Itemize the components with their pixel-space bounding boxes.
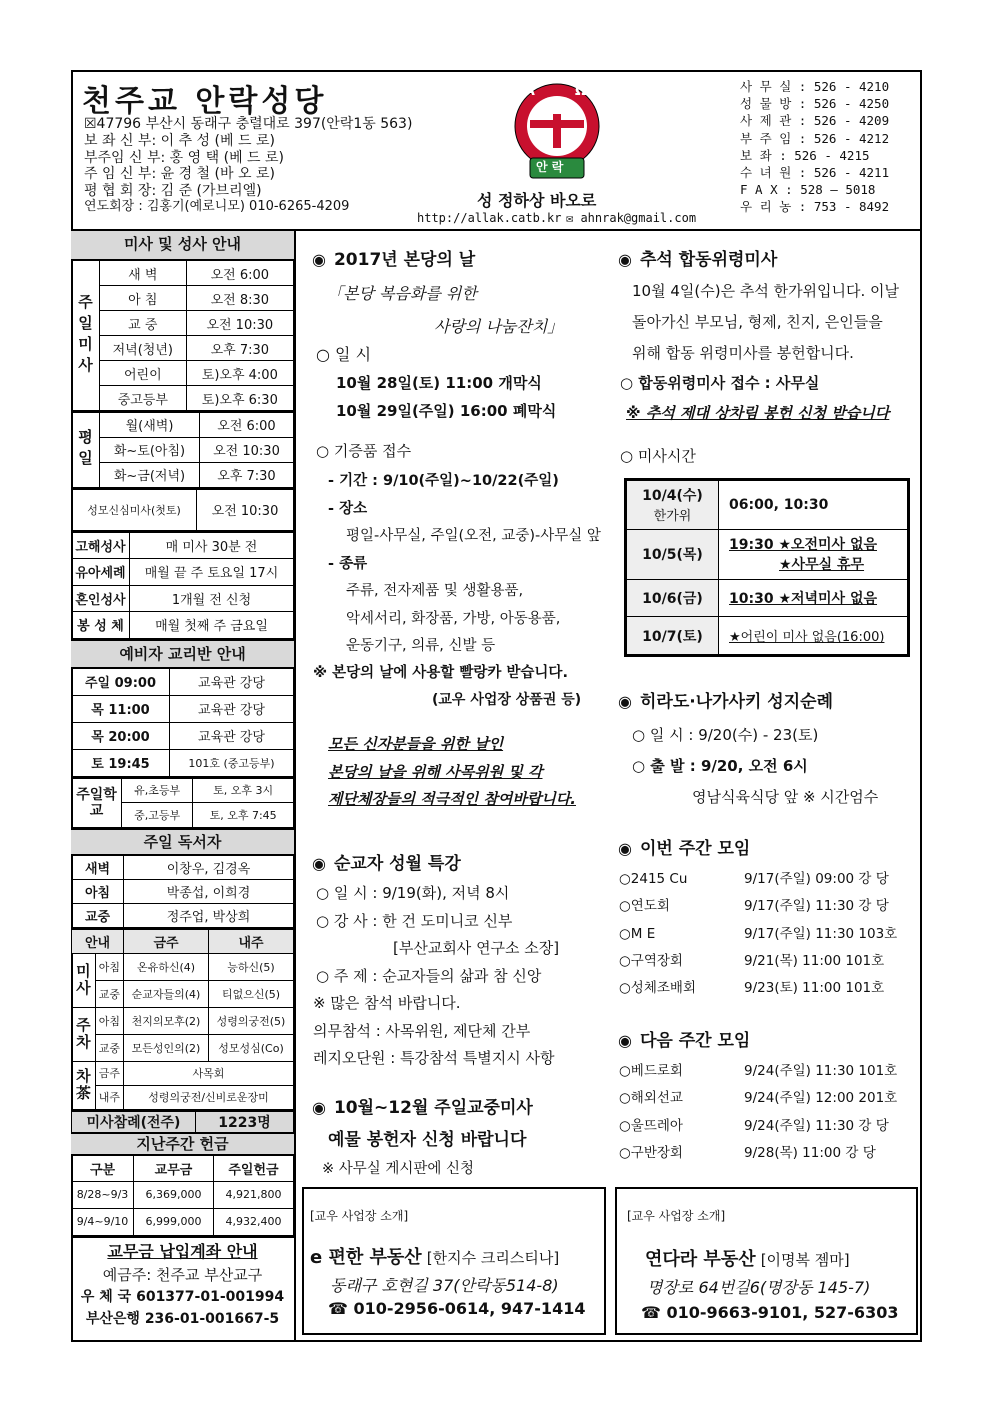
- donation-line: 운동기구, 의류, 신발 등: [346, 638, 496, 654]
- section-title: 10월~12월 주일교중미사: [333, 1098, 533, 1118]
- account-bank: 부산은행 236-01-001667-5: [85, 1310, 280, 1327]
- section-title: 순교자 성월 특강: [333, 854, 461, 874]
- meeting-when: 9/24(주일) 11:30 강 당: [744, 1117, 889, 1134]
- guide-row-label: 내주: [95, 1085, 123, 1109]
- parish-title: 천주교 안락성당: [82, 84, 328, 119]
- guide-tea-this-week: 사목회: [124, 1061, 294, 1085]
- appeal-line: 본당의 날을 위해 사목위원 및 각: [328, 762, 543, 781]
- memorial-text: [632, 276, 899, 369]
- staff-line: 보 좌 신 부: 이 추 성 (베 드 로): [84, 133, 275, 149]
- class-time: 주일 09:00: [72, 668, 170, 695]
- donation-line: 주류, 전자제품 및 생활용품,: [346, 583, 524, 599]
- lecture-line: 레지오단원 : 특강참석 특별지시 사항: [313, 1049, 555, 1067]
- mass-time: 오전 8:30: [186, 286, 293, 311]
- mass-name: 월(새벽): [100, 412, 200, 437]
- mass-time: 토)오후 6:30: [186, 386, 293, 411]
- patron-saint: 성 정하상 바오로: [477, 191, 597, 210]
- catechumen-title: 예비자 교리반 안내: [71, 639, 294, 668]
- pilgrimage-line: 영남식육식당 앞 ※ 시간엄수: [692, 788, 879, 806]
- ad-address: 명장로 64번길6(명장동 145-7): [647, 1278, 871, 1297]
- email-link[interactable]: ✉ ahnrak@gmail.com: [566, 211, 697, 225]
- weekday-label: 평일: [72, 412, 100, 487]
- sacrament-name: 혼인성사: [72, 585, 130, 612]
- business-ad-2: [615, 1187, 918, 1335]
- section-martyr-lecture: ◉ 순교자 성월 특강: [312, 854, 461, 874]
- guide-this-week: 모든성인의(2): [124, 1034, 209, 1061]
- parish-day-subtitle: 사랑의 나눔잔치」: [434, 317, 564, 336]
- phone-line: 보 좌 : 526 - 4215: [740, 147, 870, 163]
- ad-tag: [교우 사업장 소개]: [310, 1209, 409, 1223]
- mass-name: 화~토(아침): [100, 437, 200, 462]
- donation-details: [328, 468, 601, 661]
- donation-line: 평일-사무실, 주일(오전, 교중)-사무실 앞: [346, 528, 601, 544]
- school-time: 토, 오후 7:45: [193, 803, 294, 828]
- first-sat-time: 오전 10:30: [197, 489, 294, 531]
- staff-list: [84, 133, 349, 216]
- ad-business-name: 연다라 부동산: [645, 1249, 756, 1270]
- class-place: 교육관 강당: [170, 695, 294, 722]
- offering-dues: 6,369,000: [134, 1181, 214, 1208]
- logo-alpha: A: [524, 83, 535, 99]
- mass-name: 교 중: [100, 311, 187, 336]
- pilgrimage-line: ○ 일 시 : 9/20(수) - 23(토): [632, 726, 819, 744]
- section-this-week: ◉ 이번 주간 모임: [618, 839, 751, 859]
- guide-head: 내주: [209, 929, 294, 953]
- mass-time: 토)오후 4:00: [186, 361, 293, 386]
- ad-tag: [교우 사업장 소개]: [627, 1209, 726, 1223]
- parish-day-subtitle: 「본당 복음화를 위한: [327, 284, 477, 303]
- first-saturday-table: [71, 488, 294, 532]
- phone-line: 우 리 농 : 753 - 8492: [740, 199, 890, 215]
- attendance-table: [71, 1110, 294, 1133]
- guide-tea-label: 차茶: [72, 1061, 96, 1109]
- readers-table: [71, 855, 294, 928]
- phone-line: 사 제 관 : 526 - 4209: [740, 113, 890, 129]
- ad-phone: ☎ 010-9663-9101, 527-6303: [641, 1303, 899, 1322]
- ad-owner: [한지수 크리스티나]: [426, 1249, 560, 1267]
- guide-this-week: 순교자들의(4): [124, 980, 209, 1007]
- attendance-label: 미사참례(전주): [72, 1111, 196, 1133]
- guide-this-week: 천지의모후(2): [124, 1007, 209, 1034]
- offering-period: 8/28~9/3: [72, 1181, 134, 1208]
- donation-line: 악세서리, 화장품, 가방, 아동용품,: [346, 610, 561, 627]
- mass-name: 화~금(저녁): [100, 462, 200, 487]
- attendance-value: 1223명: [196, 1111, 294, 1133]
- account-box: [71, 1236, 294, 1330]
- account-title: 교무금 납입계좌 안내: [107, 1241, 258, 1261]
- class-time: 목 20:00: [72, 722, 170, 749]
- logo-omega: Ω: [575, 83, 587, 99]
- guide-head: 금주: [124, 929, 209, 953]
- guide-tea-next-week: 성령의궁전/신비로운장미: [124, 1085, 294, 1109]
- phone-line: 성 물 방 : 526 - 4250: [740, 96, 890, 112]
- mass-time: 오후 7:30: [199, 462, 293, 487]
- school-label: 주일학교: [72, 778, 122, 828]
- lecture-line: ○ 일 시 : 9/19(화), 저녁 8시: [316, 884, 510, 902]
- reader-mass: 교중: [72, 904, 124, 928]
- offering-head: 주일헌금: [214, 1155, 294, 1181]
- memorial-line: 돌아가신 부모님, 형제, 친지, 은인들을: [632, 313, 883, 331]
- parish-day-dates: [336, 369, 556, 425]
- next-week-list: [619, 1058, 897, 1167]
- pilgrimage-line: ○ 출 발 : 9/20, 오전 6시: [632, 757, 808, 775]
- donation-line: - 장소: [328, 500, 368, 517]
- meeting-when: 9/17(주일) 11:30 103호: [744, 925, 898, 942]
- reader-names: 박종섭, 이희경: [124, 880, 294, 904]
- lecture-line: ※ 많은 참석 바랍니다.: [313, 994, 461, 1012]
- lecture-line: [부산교회사 연구소 소장]: [393, 939, 560, 957]
- mass-title: 미사 및 성사 안내: [71, 231, 294, 260]
- sunday-label: 주일미사: [72, 261, 100, 411]
- lecture-line: ○ 주 제 : 순교자들의 삶과 참 신앙: [316, 966, 542, 985]
- mass-detail: 19:30 ★오전미사 없음: [729, 537, 878, 554]
- meeting-when: 9/23(토) 11:00 101호: [744, 980, 885, 997]
- class-place: 교육관 강당: [170, 722, 294, 749]
- date-line: 10월 29일(주일) 16:00 폐막식: [336, 402, 557, 420]
- guide-row-label: 아침: [95, 1007, 123, 1034]
- guide-next-week: 능하신(5): [209, 953, 294, 980]
- memorial-note: ※ 추석 제대 상차림 봉헌 신청 받습니다: [626, 404, 890, 422]
- business-ad-1: [302, 1187, 606, 1335]
- readers-title: 주일 독서자: [71, 828, 294, 855]
- mass-detail: ★어린이 미사 없음(16:00): [719, 617, 908, 655]
- mass-name: 중고등부: [100, 386, 187, 411]
- guide-row-label: 금주: [95, 1061, 123, 1085]
- staff-line: 주 임 신 부: 윤 경 철 (바 오 로): [84, 166, 275, 182]
- date-line: 10월 28일(토) 11:00 개막식: [336, 374, 542, 392]
- school-time: 토, 오후 3시: [193, 778, 294, 803]
- meeting-name: ○연도회: [619, 898, 670, 915]
- offering-signup-note: ※ 사무실 게시판에 신청: [322, 1161, 475, 1177]
- guide-next-week: 티없으신(5): [209, 980, 294, 1007]
- section-next-week: ◉ 다음 주간 모임: [618, 1031, 751, 1051]
- guide-parking-label: 주차: [72, 1007, 96, 1061]
- sacrament-name: 유아세례: [72, 559, 130, 586]
- guide-next-week: 성모성심(Co): [209, 1034, 294, 1061]
- class-time: 토 19:45: [72, 749, 170, 776]
- sacrament-name: 봉 성 체: [72, 612, 130, 639]
- offering-period: 9/4~9/10: [72, 1208, 134, 1235]
- phone-line: F A X : 528 – 5018: [740, 182, 876, 198]
- reader-mass: 새벽: [72, 856, 124, 880]
- guide-row-label: 아침: [95, 953, 123, 980]
- mass-time-label: ○ 미사시간: [620, 447, 696, 465]
- ad-business-name: e 편한 부동산: [310, 1247, 422, 1268]
- sacrament-info: 매 미사 30분 전: [130, 532, 294, 559]
- class-time: 목 11:00: [72, 695, 170, 722]
- section-offering-signup: ◉ 10월~12월 주일교중미사: [312, 1098, 533, 1118]
- section-title: 2017년 본당의 날: [333, 250, 476, 270]
- offering-sunday: 4,921,800: [214, 1181, 294, 1208]
- section-parish-day: ◉ 2017년 본당의 날: [312, 250, 476, 270]
- guide-next-week: 성령의궁전(5): [209, 1007, 294, 1034]
- website-link[interactable]: http://allak.catb.kr: [417, 211, 562, 225]
- meeting-name: ○울뜨레아: [619, 1117, 683, 1134]
- section-pilgrimage: ◉ 히라도·나가사키 성지순례: [618, 692, 833, 712]
- guide-table: [71, 928, 294, 1110]
- offering-sunday: 4,932,400: [214, 1208, 294, 1235]
- guide-mass-label: 미사: [72, 953, 96, 1007]
- mass-day: 10/5(목): [627, 529, 719, 579]
- reader-names: 이창우, 김경옥: [124, 856, 294, 880]
- offering-title: 지난주간 헌금: [71, 1133, 294, 1155]
- mass-time: 오전 6:00: [186, 261, 293, 286]
- memorial-line: 10월 4일(수)은 추석 한가위입니다. 이날: [632, 282, 900, 300]
- phone-line: 부 주 임 : 526 - 4212: [740, 130, 890, 146]
- meeting-when: 9/28(목) 11:00 강 당: [744, 1144, 876, 1161]
- sacrament-info: 매월 끝 주 토요일 17시: [130, 559, 294, 586]
- mass-name: 어린이: [100, 361, 187, 386]
- donation-line: - 기간 : 9/10(주일)~10/22(주일): [328, 473, 559, 489]
- offering-head: 구분: [72, 1155, 134, 1181]
- meeting-when: 9/17(주일) 09:00 강 당: [744, 871, 889, 887]
- offering-signup-sub: 예물 봉헌자 신청 바랍니다: [328, 1130, 527, 1150]
- lecture-line: ○ 강 사 : 한 건 도미니코 신부: [316, 911, 513, 930]
- meeting-name: ○구반장회: [619, 1144, 683, 1161]
- school-group: 중,고등부: [122, 803, 193, 828]
- sacrament-table: [71, 531, 294, 639]
- donation-line: - 종류: [328, 555, 368, 572]
- donation-label: ○ 기증품 접수: [316, 442, 412, 460]
- sacrament-info: 1개월 전 신청: [130, 585, 294, 612]
- mass-name: 새 벽: [100, 261, 187, 286]
- meeting-name: ○구역장회: [619, 952, 683, 969]
- sacrament-name: 고해성사: [72, 532, 130, 559]
- address: ☒47796 부산시 동래구 충렬대로 397(안락1동 563): [84, 116, 413, 132]
- mass-time: 오전 10:30: [186, 311, 293, 336]
- guide-this-week: 온유하신(4): [124, 953, 209, 980]
- mass-detail: 06:00, 10:30: [719, 481, 908, 530]
- memorial-line: 위해 합동 위령미사를 봉헌합니다.: [632, 344, 854, 362]
- catechumen-table: [71, 668, 294, 777]
- sacrament-info: 매월 첫째 주 금요일: [130, 612, 294, 639]
- mass-time: 오전 6:00: [199, 412, 293, 437]
- ad-phone: ☎ 010-2956-0614, 947-1414: [328, 1299, 586, 1318]
- mass-name: 저녁(청년): [100, 336, 187, 361]
- mass-day-sub: 한가위: [653, 509, 692, 525]
- mass-day: 10/6(금): [627, 579, 719, 617]
- meeting-name: ○M E: [619, 925, 656, 942]
- mass-detail: 10:30 ★저녁미사 없음: [719, 579, 908, 617]
- reader-names: 정주업, 박상희: [124, 904, 294, 928]
- mass-detail-2: ★사무실 휴무: [779, 557, 865, 574]
- martyr-lecture-details: [313, 880, 559, 1073]
- staff-line: 부주임 신 부: 홍 영 택 (베 드 로): [84, 149, 285, 166]
- sunday-mass-table: [71, 260, 294, 411]
- section-title: 히라도·나가사키 성지순례: [639, 692, 833, 712]
- account-holder: 예금주: 천주교 부산교구: [102, 1265, 263, 1284]
- meeting-name: ○베드로회: [619, 1063, 683, 1079]
- memorial-apply: ○ 합동위령미사 접수 : 사무실: [620, 374, 820, 392]
- first-sat-name: 성모신심미사(첫토): [72, 489, 197, 531]
- offering-table: [71, 1155, 294, 1236]
- left-column: [71, 231, 296, 1340]
- meeting-when: 9/17(주일) 11:30 강 당: [744, 898, 889, 915]
- weekday-mass-table: [71, 411, 294, 488]
- ad-owner: [이명복 젬마]: [760, 1251, 850, 1269]
- section-title: 이번 주간 모임: [639, 839, 751, 859]
- appeal-line: 제단체장들의 적극적인 참여바랍니다.: [328, 790, 576, 808]
- parish-day-appeal: [328, 731, 576, 814]
- appeal-line: 모든 신자분들을 위한 날인: [328, 735, 504, 753]
- reader-mass: 아침: [72, 880, 124, 904]
- offering-dues: 6,999,000: [134, 1208, 214, 1235]
- phone-line: 수 녀 원 : 526 - 4211: [740, 165, 890, 181]
- section-title: 다음 주간 모임: [639, 1031, 751, 1051]
- class-place: 101호 (중고등부): [170, 749, 294, 776]
- logo-caption: 안 락: [536, 160, 564, 174]
- meeting-name: ○성체조배회: [619, 980, 696, 997]
- palanca-note: ※ 본당의 날에 사용할 빨랑카 받습니다.: [313, 665, 568, 681]
- mass-name: 아 침: [100, 286, 187, 311]
- mass-day: 10/7(토): [627, 617, 719, 655]
- holiday-mass-table: [624, 478, 910, 657]
- meeting-when: 9/24(주일) 12:00 201호: [744, 1090, 898, 1107]
- this-week-list: [619, 866, 897, 1002]
- pilgrimage-details: [632, 720, 878, 813]
- palanca-note-sub: (교우 사업장 상품권 등): [432, 692, 582, 708]
- meeting-name: ○2415 Cu: [619, 871, 688, 887]
- phone-line: 사 무 실 : 526 - 4210: [740, 79, 890, 94]
- sunday-school-table: [71, 777, 294, 829]
- mass-day: 10/4(수): [642, 488, 703, 505]
- account-post: 우 체 국 601377-01-001994: [80, 1288, 285, 1305]
- email-text: ahnrak@gmail.com: [580, 211, 697, 225]
- staff-line: 연도회장 : 김홍기(예로니모) 010-6265-4209: [84, 199, 350, 214]
- class-place: 교육관 강당: [170, 668, 294, 695]
- ad-address: 동래구 호현길 37(안락동514-8): [330, 1276, 559, 1295]
- offering-head: 교무금: [134, 1155, 214, 1181]
- staff-line: 평 협 회 장: 김 준 (가브리엘): [84, 182, 262, 199]
- parish-day-date-label: ○ 일 시: [316, 345, 372, 364]
- lecture-line: 의무참석 : 사목위원, 제단체 간부: [313, 1021, 531, 1040]
- section-memorial-mass: ◉ 추석 합동위령미사: [618, 250, 778, 270]
- section-title: 추석 합동위령미사: [639, 250, 778, 270]
- guide-row-label: 교중: [95, 980, 123, 1007]
- phone-directory: [740, 78, 889, 216]
- mass-time: 오전 10:30: [199, 437, 293, 462]
- guide-row-label: 교중: [95, 1034, 123, 1061]
- school-group: 유,초등부: [122, 778, 193, 803]
- guide-head: 안내: [72, 929, 124, 953]
- mass-time: 오후 7:30: [186, 336, 293, 361]
- meeting-when: 9/21(목) 11:00 101호: [744, 952, 885, 969]
- meeting-when: 9/24(주일) 11:30 101호: [744, 1063, 898, 1079]
- meeting-name: ○해외선교: [619, 1090, 683, 1107]
